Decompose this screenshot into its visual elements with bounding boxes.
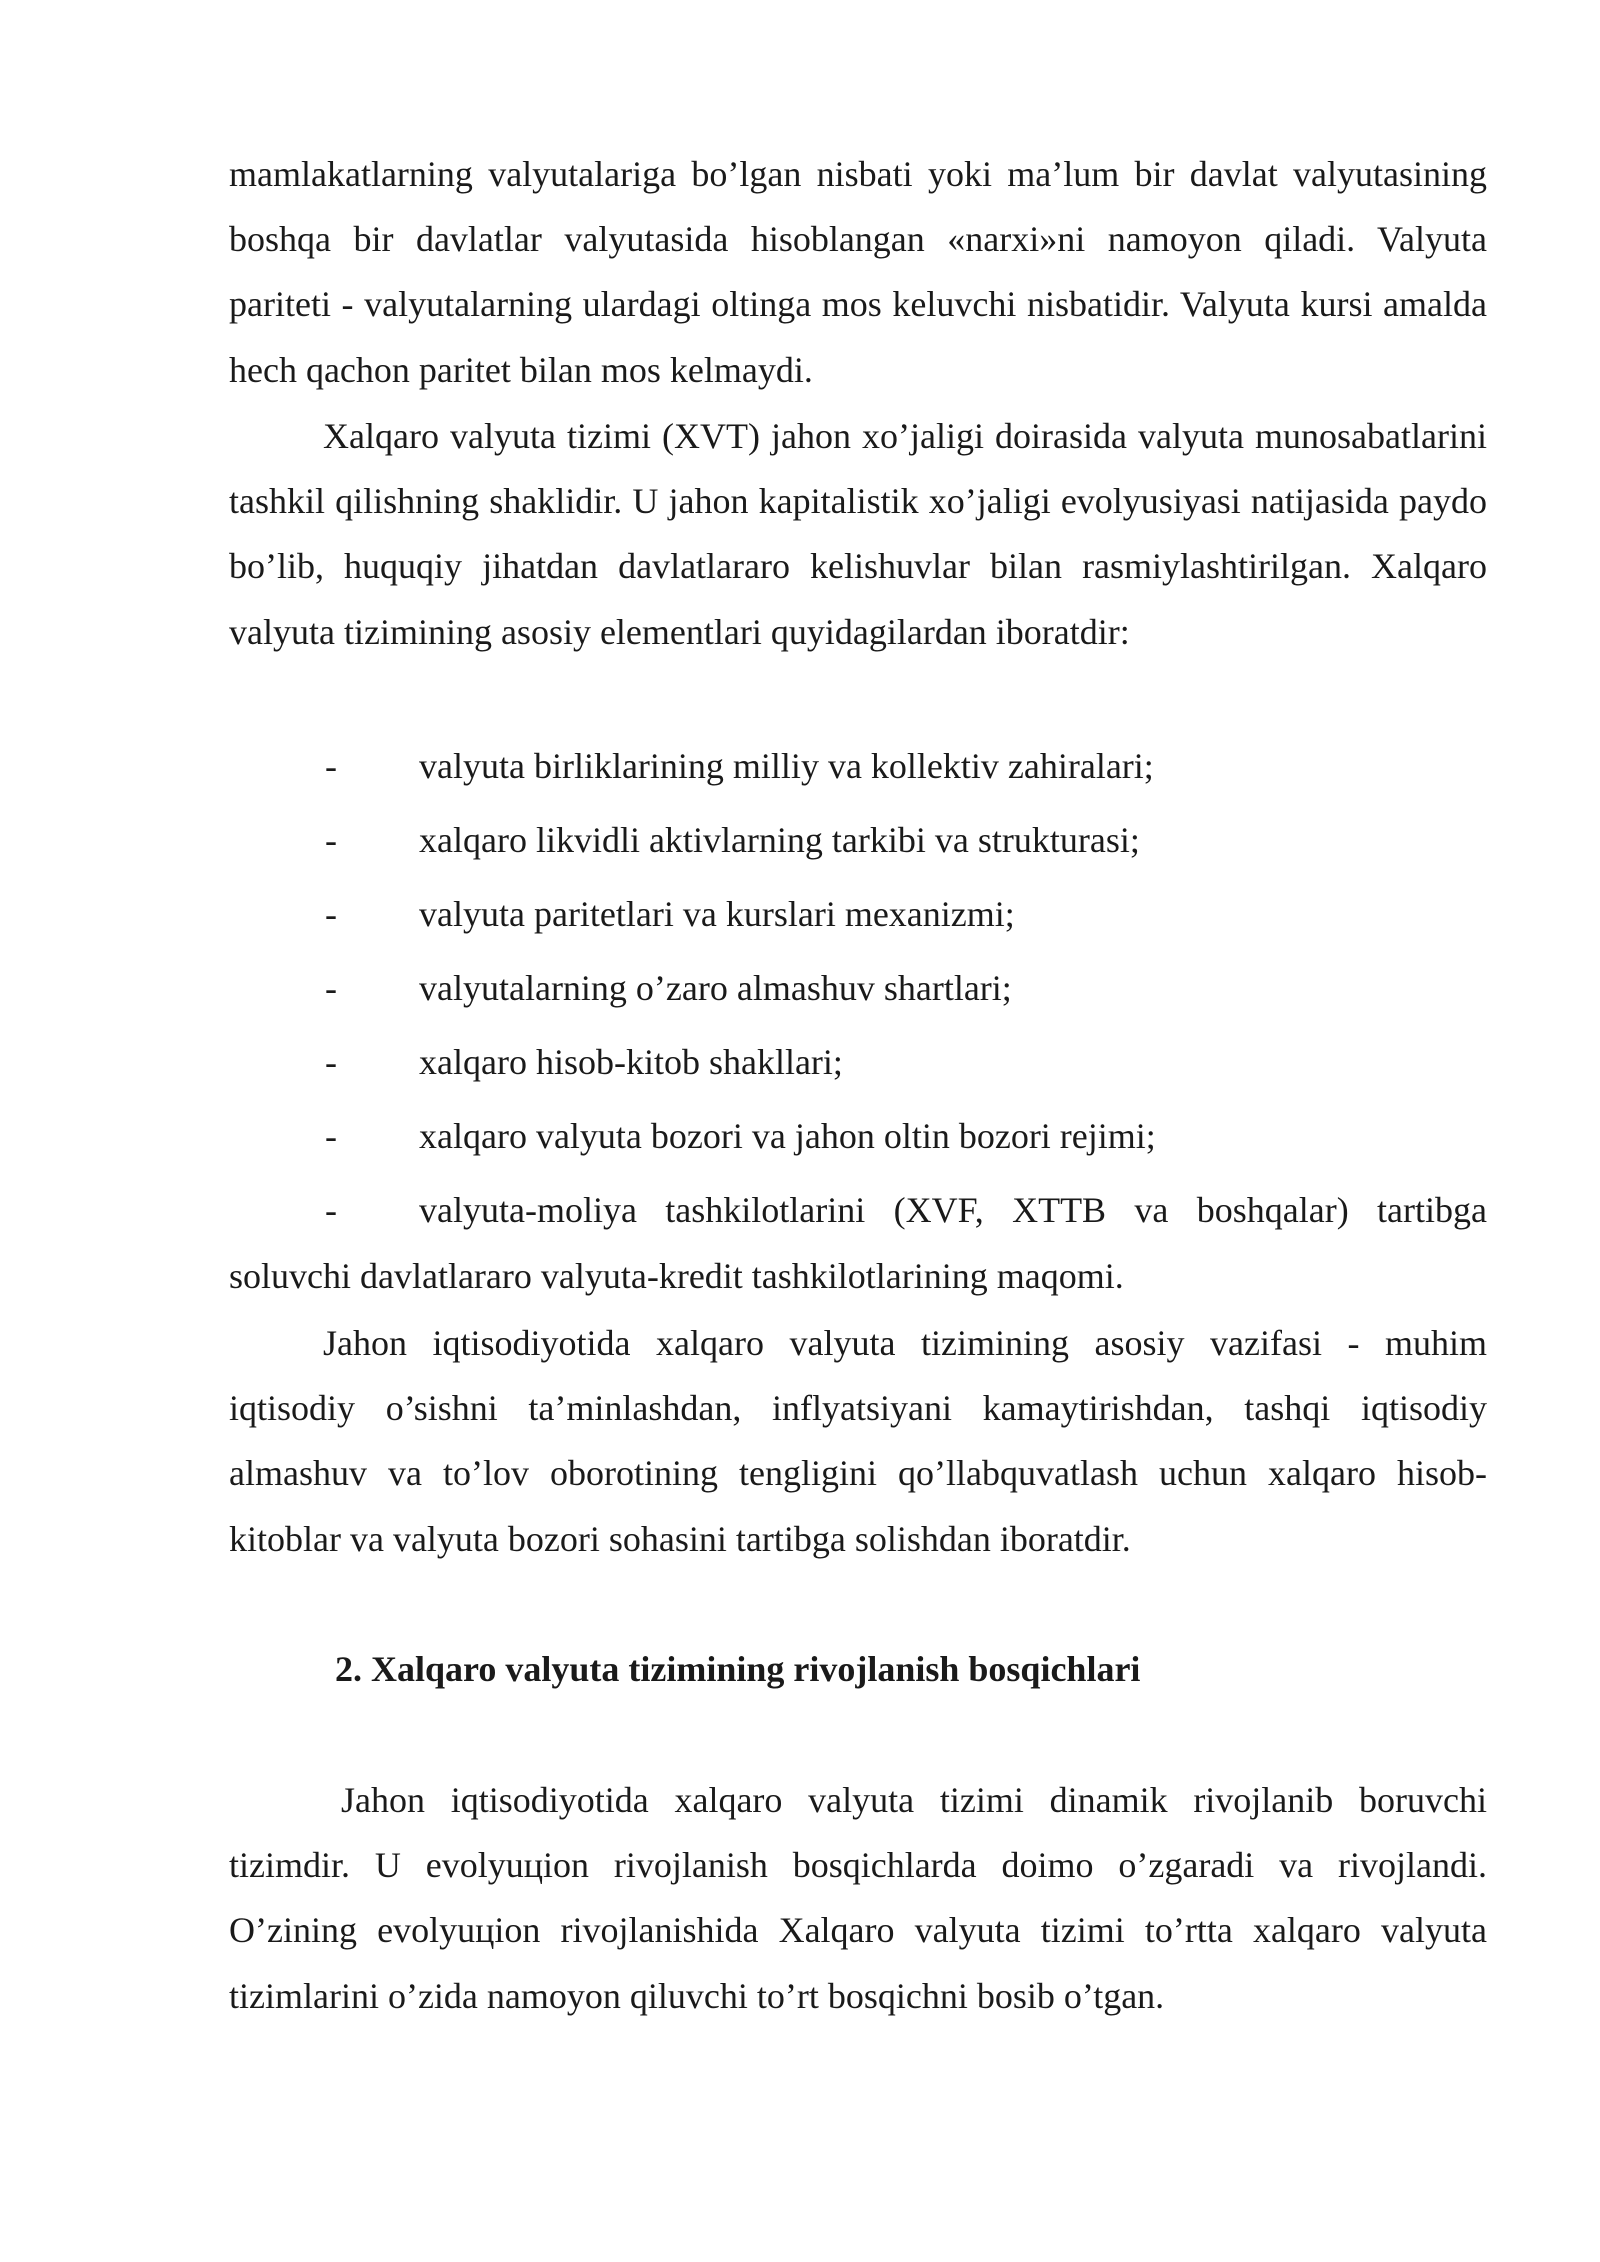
bullet-dash: - xyxy=(325,968,337,1008)
list-item-text: valyuta birliklarining milliy va kollektiv zahiralari; xyxy=(419,746,1154,786)
section-heading: 2. Xalqaro valyuta tizimining rivojlanish bosqichlari xyxy=(335,1649,1141,1689)
bullet-dash: - xyxy=(325,746,337,786)
list-item xyxy=(229,1030,1487,1095)
list-item-text: xalqaro valyuta bozori va jahon oltin bozori rejimi; xyxy=(419,1116,1156,1156)
bullet-dash: - xyxy=(325,1190,337,1230)
list-item-text: valyuta paritetlari va kurslari mexanizmi; xyxy=(419,894,1015,934)
paragraph-currency-rate: mamlakatlarning valyutalariga bo’lgan nisbati yoki ma’lum bir davlat valyutasining boshqa bir davlatlar valyutasida hisoblangan «narxi»ni namoyon qiladi. Valyuta pariteti - valyutalarning ulardagi oltinga mos keluvchi nisbatidir. Valyuta kursi amalda hech qachon paritet bilan mos kelmaydi. xyxy=(229,154,1487,390)
bullet-dash: - xyxy=(325,1116,337,1156)
list-item xyxy=(229,882,1487,947)
paragraph-main-function: Jahon iqtisodiyotida xalqaro valyuta tizimining asosiy vazifasi - muhim iqtisodiy o’sishni ta’minlashdan, inflyatsiyani kamaytirishdan, tashqi iqtisodiy almashuv va to’lov oborotining tengligini qo’llabquvatlash uchun xalqaro hisob-kitoblar va valyuta bozori sohasini tartibga solishdan iboratdir. xyxy=(229,1323,1487,1559)
list-item xyxy=(229,1104,1487,1169)
list-item xyxy=(229,808,1487,873)
bullet-dash: - xyxy=(325,1042,337,1082)
list-item-text: valyutalarning o’zaro almashuv shartlari; xyxy=(419,968,1012,1008)
list-item xyxy=(229,734,1487,799)
paragraph-development-stages: Jahon iqtisodiyotida xalqaro valyuta tizimi dinamik rivojlanib boruvchi tizimdir. U evolyuцion rivojlanish bosqichlarda doimo o’zgaradi va rivojlandi. O’zining evolyuцion rivojlanishida Xalqaro valyuta tizimi to’rtta xalqaro valyuta tizimlarini o’zida namoyon qiluvchi to’rt bosqichni bosib o’tgan. xyxy=(229,1780,1487,2016)
paragraph-international-currency-system: Xalqaro valyuta tizimi (XVT) jahon xo’jaligi doirasida valyuta munosabatlarini tashkil qilishning shaklidir. U jahon kapitalistik xo’jaligi evolyusiyasi natijasida paydo bo’lib, huquqiy jihatdan davlatlararo kelishuvlar bilan rasmiylashtirilgan. Xalqaro valyuta tizimining asosiy elementlari quyidagilardan iboratdir: xyxy=(229,416,1487,652)
bullet-dash: - xyxy=(325,894,337,934)
list-item-text: valyuta-moliya tashkilotlarini (XVF, XTTB va boshqalar) tartibga soluvchi davlatlararo valyuta-kredit tashkilotlarining maqomi. xyxy=(229,1190,1487,1296)
list-item-text: xalqaro likvidli aktivlarning tarkibi va strukturasi; xyxy=(419,820,1140,860)
bullet-dash: - xyxy=(325,820,337,860)
list-item xyxy=(229,956,1487,1021)
list-item-text: xalqaro hisob-kitob shakllari; xyxy=(419,1042,843,1082)
